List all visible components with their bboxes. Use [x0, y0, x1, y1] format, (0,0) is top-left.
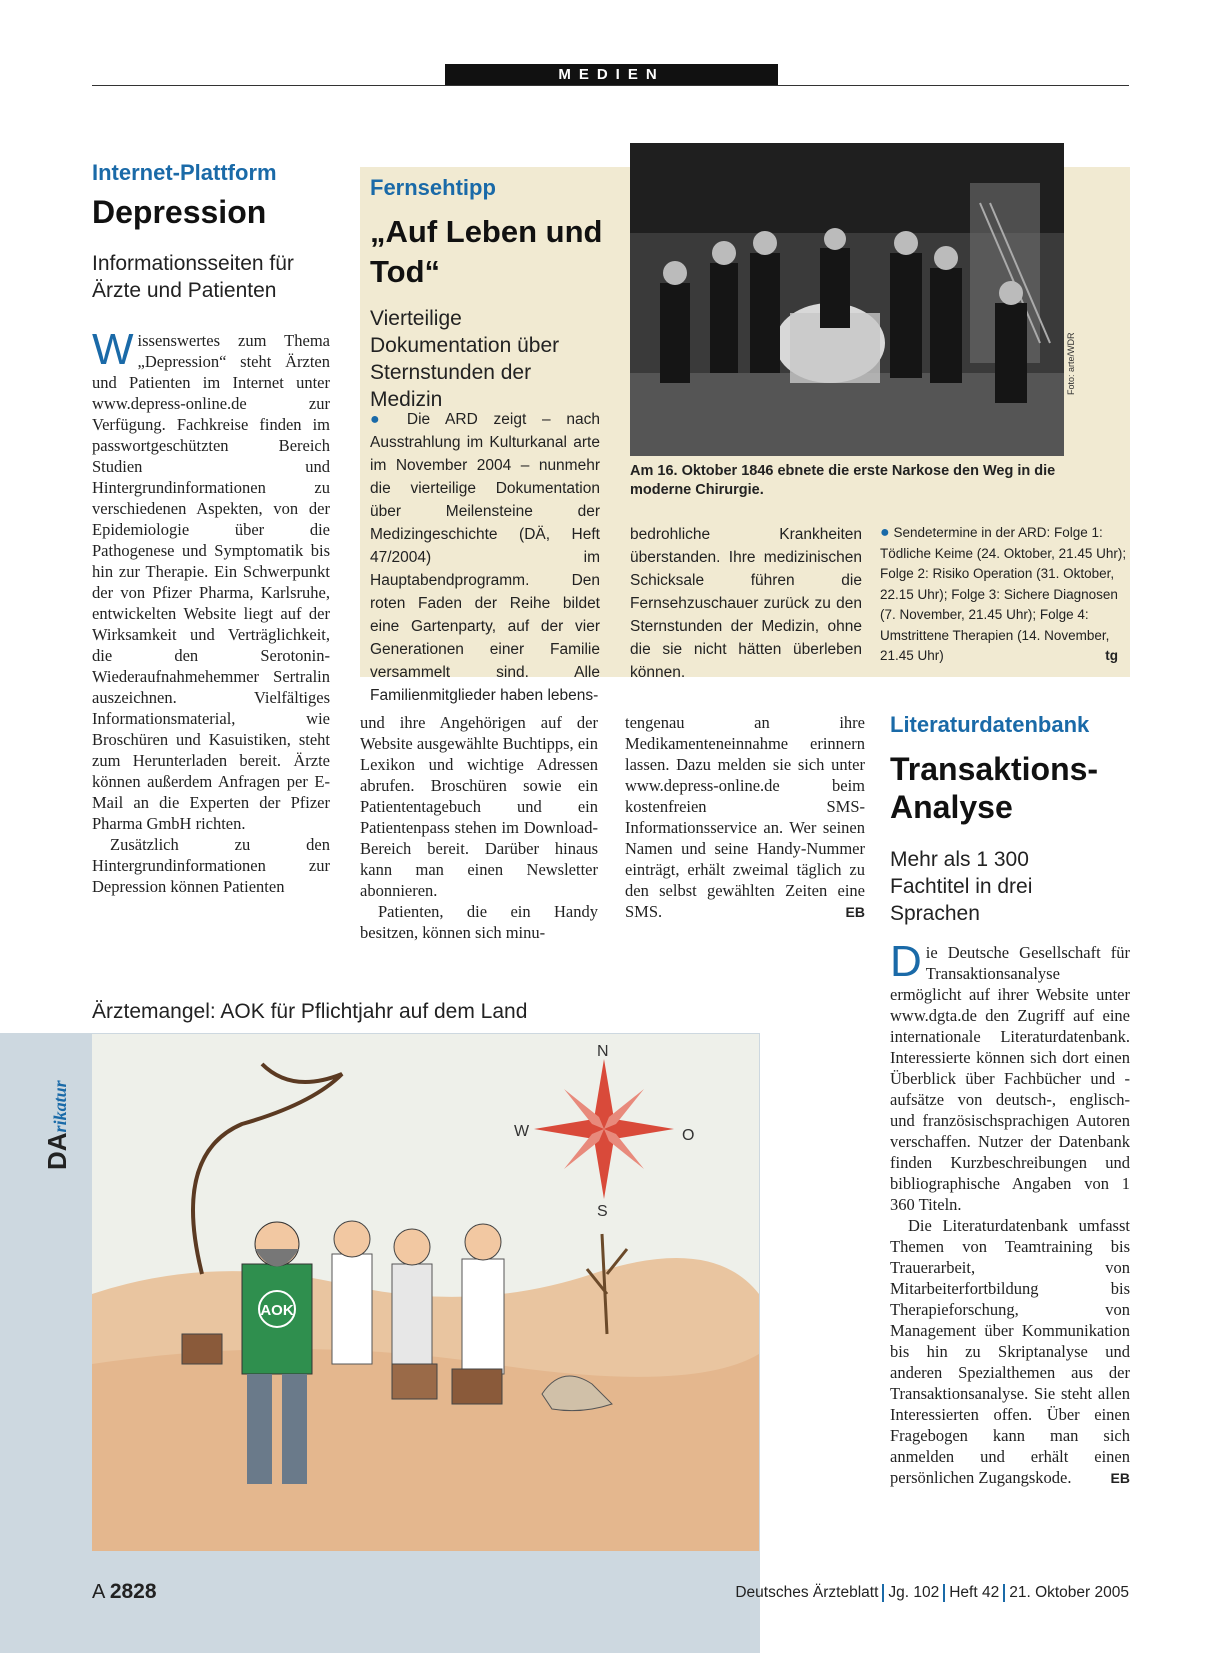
photo-caption: Am 16. Oktober 1846 ebnete die erste Narkose den Weg in die moderne Chirurgie.: [630, 463, 1056, 498]
dakarikatur-logo: [42, 1080, 73, 1170]
section-label: MEDIEN: [445, 64, 778, 86]
article2-subhead: Vierteilige Dokumentation über Sternstunden der Medizin: [370, 307, 560, 411]
article1-column-3: [625, 712, 865, 923]
article2-kicker: Fernsehtipp: [370, 175, 496, 200]
article3-paragraph-2: Die Literaturdatenbank umfasst Themen von Teamtraining bis Trauerarbeit, von Mitarbeiterfortbildung bis Therapieforschung, von Management über Kommunikation bis hin zu Skriptanalyse und anderen Spezialthemen aus der Transaktionsanalyse. Sie steht allen Interessierten offen. Über einen Fragebogen kann man sich anmelden und erhält einen persönlichen Zugangskode.: [890, 1216, 1130, 1487]
article2-column-1: [370, 408, 600, 707]
article3-subhead: Mehr als 1 300 Fachtitel in drei Sprachen: [890, 848, 1033, 925]
footer-separator: [1003, 1584, 1005, 1602]
article2-headline: „Auf Leben und Tod“: [370, 214, 603, 289]
cartoon-title: Ärztemangel: AOK für Pflichtjahr auf dem Land: [92, 1000, 528, 1023]
surgery-photo-image: [630, 143, 1064, 456]
article3-headline: Transaktions-Analyse: [890, 751, 1099, 825]
surgery-photo: [630, 143, 1064, 456]
journal-name: Deutsches Ärzteblatt: [735, 1584, 879, 1602]
compass-w-label: W: [514, 1123, 530, 1140]
aok-shirt-label: AOK: [260, 1302, 294, 1319]
footer-separator: [882, 1584, 884, 1602]
journal-volume: Jg. 102: [888, 1584, 940, 1602]
article3-dropcap: D: [890, 937, 922, 986]
compass-o-label: O: [682, 1127, 695, 1144]
footer-separator: [943, 1584, 945, 1602]
article1-paragraph-1: issenswertes zum Thema „Depression“ steht Ärzten und Patienten im Internet unter www.depress-online.de zur Verfügung. Fachkreise finden im passwortgeschützten Bereich Studien und Hintergrundinformationen zu verschiedenen Aspekten, von der Epidemiologie über die Pathogenese und Symptomatik bis hin zur Therapie. Ein Schwerpunkt der von Pfizer Pharma, Karlsruhe, entwickelten Website liegt auf der Wirksamkeit und Verträglichkeit, die den Serotonin-Wiederaufnahmehemmer Sertralin auszeichnen. Vielfältiges Informationsmaterial, wie Broschüren und Kasuistiken, steht zum Herunterladen bereit. Ärzte können außerdem Anfragen per E-Mail an die Experten der Pfizer Pharma GmbH richten.: [92, 331, 330, 833]
page-prefix: A: [92, 1581, 105, 1603]
logo-main: DA: [42, 1132, 72, 1170]
article1-paragraph-2: Zusätzlich zu den Hintergrundinformationen zur Depression können Patienten: [92, 835, 330, 896]
article1-dropcap: W: [92, 325, 134, 374]
article3-column: [890, 937, 1130, 1489]
article3-kicker: Literaturdatenbank: [890, 712, 1090, 737]
bullet-icon: ●: [370, 411, 392, 428]
article1-column-1: [92, 325, 330, 897]
article2-text-1: Die ARD zeigt – nach Ausstrahlung im Kulturkanal arte im November 2004 – nunmehr die vierteilige Dokumentation über Meilensteine der Medizingeschichte (DÄ, Heft 47/2004) im Hauptabendprogramm. Den roten Faden der Reihe bildet eine Gartenparty, auf der vier Generationen einer Familie versammelt sind. Alle Familienmitglieder haben lebens-: [370, 411, 601, 704]
page-number: [92, 1580, 157, 1604]
compass-n-label: N: [597, 1043, 609, 1060]
photo-credit: Foto: arte/WDR: [1066, 332, 1076, 395]
article1-kicker: Internet-Plattform: [92, 160, 277, 185]
article1-column-2-paragraph-1: und ihre Angehörigen auf der Website ausgewählte Buchtipps, ein Lexikon und wichtige Adressen abrufen. Broschüren sowie ein Patiententagebuch und ein Patientenpass stehen im Download-Bereich bereit. Darüber hinaus kann man einen Newsletter abonnieren.: [360, 713, 598, 900]
article1-subhead: Informationsseiten für Ärzte und Patienten: [92, 252, 294, 302]
journal-issue: Heft 42: [949, 1584, 1000, 1602]
journal-footer: [735, 1584, 1129, 1602]
compass-s-label: S: [597, 1203, 608, 1220]
article1-column-3-paragraph-1: tengenau an ihre Medikamenteneinnahme erinnern lassen. Dazu melden sie sich unter www.depress-online.de beim kostenfreien SMS-Informationsservice an. Wer seinen Namen und seine Handy-Nummer einträgt, erhält zweimal täglich zu den selbst gewählten Zeiten eine SMS.: [625, 713, 865, 921]
article1-column-2-paragraph-2: Patienten, die ein Handy besitzen, können sich minu-: [360, 902, 598, 942]
article2-column-2: bedrohliche Krankheiten überstanden. Ihre medizinischen Schicksale führen die Fernsehzuschauer zurück zu den Sternstunden der Medizin, ohne die sie nicht hätten überleben können.: [630, 526, 862, 681]
article1-column-2: [360, 712, 598, 943]
cartoon-illustration: [92, 1034, 759, 1551]
logo-sub: rikatur: [50, 1080, 70, 1133]
bullet-icon: ●: [880, 524, 890, 541]
article2-signature: tg: [1105, 648, 1118, 663]
article3-signature: EB: [1110, 1470, 1130, 1486]
cartoon-drawing: [92, 1034, 759, 1551]
article1-headline: Depression: [92, 194, 267, 230]
header-rule: [92, 85, 1129, 86]
article3-paragraph-1: ie Deutsche Gesellschaft für Transaktionsanalyse ermöglicht auf ihrer Website unter www.dgta.de den Zugriff auf eine internationale Literaturdatenbank. Interessierte können sich dort einen Überblick über Fachbücher und -aufsätze von deutsch-, englisch- und französischsprachigen Autoren verschaffen. Nutzer der Datenbank finden Kurzbeschreibungen und bibliographische Angaben von 1 360 Titeln.: [890, 943, 1130, 1214]
article2-schedule: [880, 523, 1130, 667]
page-number-value: 2828: [109, 1580, 157, 1603]
schedule-text: Sendetermine in der ARD: Folge 1: Tödliche Keime (24. Oktober, 21.45 Uhr); Folge 2: Risiko Operation (31. Oktober, 22.15 Uhr); Folge 3: Sichere Diagnosen (7. November, 21.45 Uhr); Folge 4: Umstrittene Therapien (14. November, 21.45 Uhr): [880, 525, 1127, 663]
journal-date: 21. Oktober 2005: [1009, 1584, 1129, 1602]
article1-signature: EB: [845, 904, 865, 920]
